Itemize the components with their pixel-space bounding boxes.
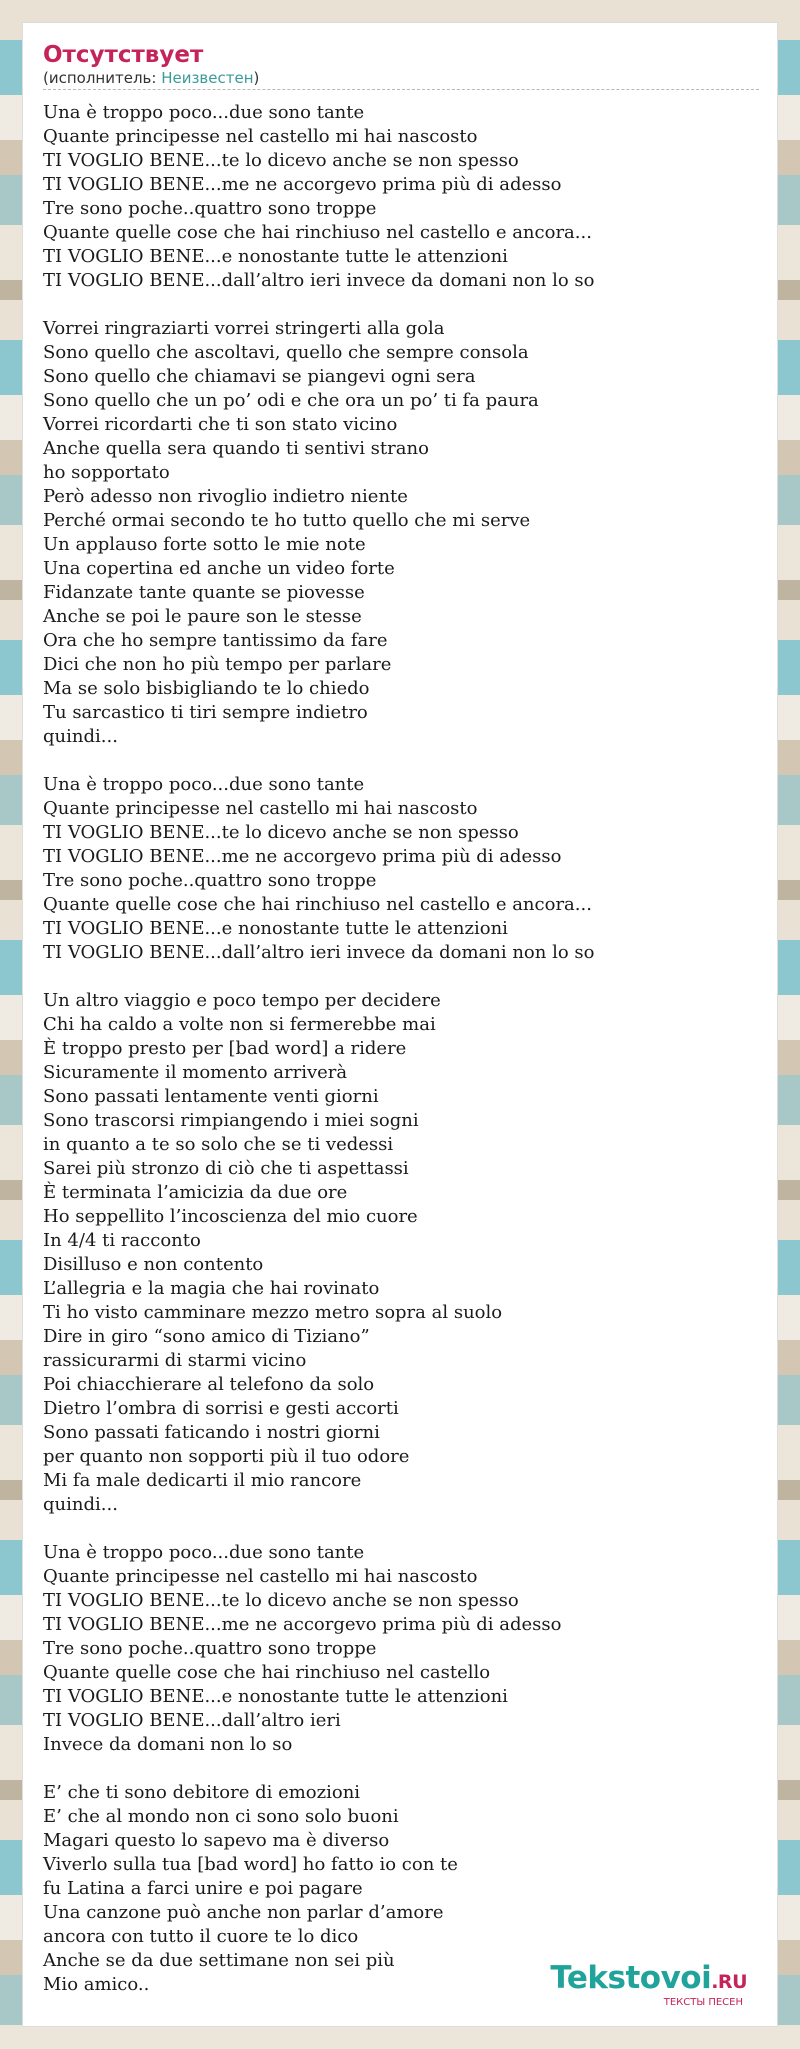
song-header	[43, 41, 759, 90]
lyrics-card	[22, 22, 778, 2027]
artist-link[interactable]: Неизвестен	[161, 69, 254, 87]
logo-main-text: Tekstovoi	[550, 1960, 712, 1996]
artist-line	[43, 69, 759, 87]
song-title: Отсутствует	[43, 42, 204, 68]
artist-prefix: (исполнитель:	[43, 69, 162, 87]
logo-tagline: ТЕКСТЫ ПЕСЕН	[663, 1997, 743, 2008]
logo-suffix: .RU	[711, 1971, 747, 1993]
site-logo[interactable]	[550, 1962, 747, 2008]
artist-suffix: )	[253, 69, 260, 87]
lyrics-text: Una è troppo poco...due sono tante Quante principesse nel castello mi hai nascosto TI VOGLIO BENE...te lo dicevo anche se non spesso TI VOGLIO BENE...me ne accorgevo prima più di adesso Tre sono poche..quattro sono troppe Quante quelle cose che hai rinchiuso nel castello e ancora... TI VOGLIO BENE...e nonostante tutte le attenzioni TI VOGLIO BENE...dall’altro ieri invece da domani non lo so Vorrei ringraziarti vorrei stringerti alla gola Sono quello che ascoltavi, quello che sempre consola Sono quello che chiamavi se piangevi ogni sera Sono quello che un po’ odi e che ora un po’ ti fa paura Vorrei ricordarti che ti son stato vicino Anche quella sera quando ti sentivi strano ho sopportato Però adesso non rivoglio indietro niente Perché ormai secondo te ho tutto quello che mi serve Un applauso forte sotto le mie note Una copertina ed anche un video forte Fidanzate tante quante se piovesse Anche se poi le paure son le stesse Ora che ho sempre tantissimo da fare Dici che non ho più tempo per parlare Ma se solo bisbigliando te lo chiedo Tu sarcastico ti tiri sempre indietro quindi... Una è troppo poco...due sono tante Quante principesse nel castello mi hai nascosto TI VOGLIO BENE...te lo dicevo anche se non spesso TI VOGLIO BENE...me ne accorgevo prima più di adesso Tre sono poche..quattro sono troppe Quante quelle cose che hai rinchiuso nel castello e ancora... TI VOGLIO BENE...e nonostante tutte le attenzioni TI VOGLIO BENE...dall’altro ieri invece da domani non lo so Un altro viaggio e poco tempo per decidere Chi ha caldo a volte non si fermerebbe mai È troppo presto per [bad word] a ridere Sicuramente il momento arriverà Sono passati lentamente venti giorni Sono trascorsi rimpiangendo i miei sogni in quanto a te so solo che se ti vedessi Sarei più stronzo di ciò che ti aspettassi È terminata l’amicizia da due ore Ho seppellito l’incoscienza del mio cuore In 4/4 ti racconto Disilluso e non contento L’allegria e la magia che hai rovinato Ti ho visto camminare mezzo metro sopra al suolo Dire in giro “sono amico di Tiziano” rassicurarmi di starmi vicino Poi chiacchierare al telefono da solo Dietro l’ombra di sorrisi e gesti accorti Sono passati faticando i nostri giorni per quanto non sopporti più il tuo odore Mi fa male dedicarti il mio rancore quindi... Una è troppo poco...due sono tante Quante principesse nel castello mi hai nascosto TI VOGLIO BENE...te lo dicevo anche se non spesso TI VOGLIO BENE...me ne accorgevo prima più di adesso Tre sono poche..quattro sono troppe Quante quelle cose che hai rinchiuso nel castello TI VOGLIO BENE...e nonostante tutte le attenzioni TI VOGLIO BENE...dall’altro ieri Invece da domani non lo so E’ che ti sono debitore di emozioni E’ che al mondo non ci sono solo buoni Magari questo lo sapevo ma è diverso Viverlo sulla tua [bad word] ho fatto io con te fu Latina a farci unire e poi pagare Una canzone può anche non parlar d’amore ancora con tutto il cuore te lo dico Anche se da due settimane non sei più Mio amico..	[43, 102, 595, 1995]
logo-wordmark	[550, 1962, 747, 1998]
